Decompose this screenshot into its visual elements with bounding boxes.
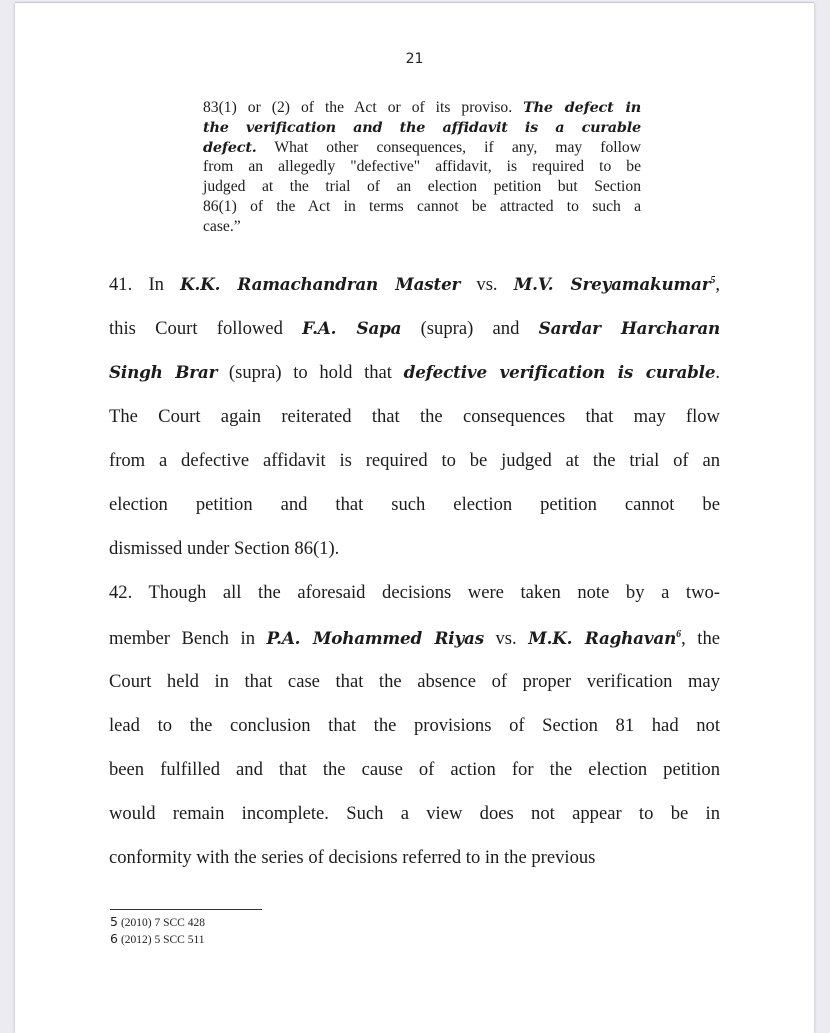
footnote-ref: 5 bbox=[710, 275, 716, 286]
text-run: 42. Though all the aforesaid decisions were taken note by a two- bbox=[109, 582, 720, 604]
text-line bbox=[203, 177, 641, 197]
text-run: , the bbox=[681, 627, 721, 649]
footnote-divider bbox=[110, 909, 262, 910]
text-run: conformity with the series of decisions referred to in the previous bbox=[109, 847, 596, 869]
text-line bbox=[109, 660, 720, 704]
emphasis-text: K.K. Ramachandran Master bbox=[180, 274, 461, 294]
text-line bbox=[109, 571, 720, 615]
text-line bbox=[109, 483, 720, 527]
text-line bbox=[109, 439, 720, 483]
emphasis-text: F.A. Sapa bbox=[302, 318, 402, 339]
text-run: What other consequences, if any, may follow bbox=[256, 138, 641, 156]
text-run: judged at the trial of an election petition but Section bbox=[203, 178, 641, 196]
text-line bbox=[109, 836, 720, 880]
footnote bbox=[110, 931, 205, 948]
text-run: been fulfilled and that the cause of action for the election petition bbox=[109, 759, 720, 781]
text-run: election petition and that such election petition cannot be bbox=[109, 493, 720, 515]
text-line bbox=[109, 527, 720, 571]
footnote-ref: 6 bbox=[676, 628, 682, 640]
text-run: lead to the conclusion that the provisions of Section 81 had not bbox=[109, 714, 720, 736]
text-line bbox=[203, 217, 641, 237]
footnote-text: (2010) 7 SCC 428 bbox=[120, 917, 205, 929]
text-line bbox=[109, 748, 720, 792]
text-run: vs. bbox=[483, 627, 529, 649]
text-run: , bbox=[715, 274, 720, 295]
footnotes bbox=[110, 914, 205, 948]
text-run: The Court again reiterated that the consequences that may flow bbox=[109, 405, 720, 427]
text-line bbox=[203, 157, 641, 177]
text-line bbox=[203, 197, 641, 217]
text-line bbox=[203, 138, 641, 158]
text-run: dismissed under Section 86(1). bbox=[109, 538, 340, 560]
text-run: from an allegedly "defective" affidavit, is required to be bbox=[203, 158, 641, 176]
text-run: would remain incomplete. Such a view does not appear to be in bbox=[109, 803, 720, 825]
text-run: 83(1) or (2) of the Act or of its proviso. bbox=[203, 99, 524, 116]
emphasis-text: the verification and the affidavit is a curable bbox=[203, 118, 641, 136]
text-run: (supra) to hold that bbox=[217, 362, 404, 384]
text-line bbox=[109, 262, 720, 306]
footnote-number: 5 bbox=[110, 914, 118, 929]
text-run: 86(1) of the Act in terms cannot be attracted to such a bbox=[203, 197, 641, 215]
emphasis-text: Sardar Harcharan bbox=[538, 318, 720, 339]
text-run: member Bench in bbox=[109, 627, 267, 649]
body-text bbox=[109, 262, 720, 881]
text-line bbox=[203, 98, 641, 118]
document-page bbox=[15, 3, 814, 1033]
text-run: (supra) and bbox=[401, 318, 539, 340]
text-run: vs. bbox=[460, 274, 514, 295]
footnote-text: (2012) 5 SCC 511 bbox=[120, 934, 205, 946]
text-line bbox=[109, 395, 720, 439]
text-line bbox=[109, 350, 720, 394]
text-run: 41. In bbox=[109, 274, 181, 295]
emphasis-text: P.A. Mohammed Riyas bbox=[266, 627, 484, 648]
text-run: this Court followed bbox=[109, 318, 303, 340]
block-quote bbox=[203, 98, 641, 237]
text-line bbox=[109, 792, 720, 836]
text-run: from a defective affidavit is required to be judged at the trial of an bbox=[109, 449, 720, 471]
emphasis-text: M.K. Raghavan bbox=[528, 627, 677, 648]
text-line bbox=[109, 704, 720, 748]
emphasis-text: defect. bbox=[203, 138, 257, 156]
footnote-number: 6 bbox=[110, 931, 118, 946]
text-line bbox=[109, 616, 720, 660]
emphasis-text: M.V. Sreyamakumar bbox=[513, 274, 711, 294]
footnote bbox=[110, 914, 205, 931]
text-line bbox=[109, 306, 720, 350]
text-run: Court held in that case that the absence of proper verification may bbox=[109, 670, 720, 692]
emphasis-text: Singh Brar bbox=[109, 362, 218, 383]
emphasis-text: defective verification is curable bbox=[403, 362, 716, 383]
text-line bbox=[203, 118, 641, 138]
text-run: . bbox=[715, 362, 720, 384]
text-run: case.” bbox=[203, 217, 241, 235]
emphasis-text: The defect in bbox=[523, 99, 641, 116]
page-number: 21 bbox=[405, 51, 424, 67]
